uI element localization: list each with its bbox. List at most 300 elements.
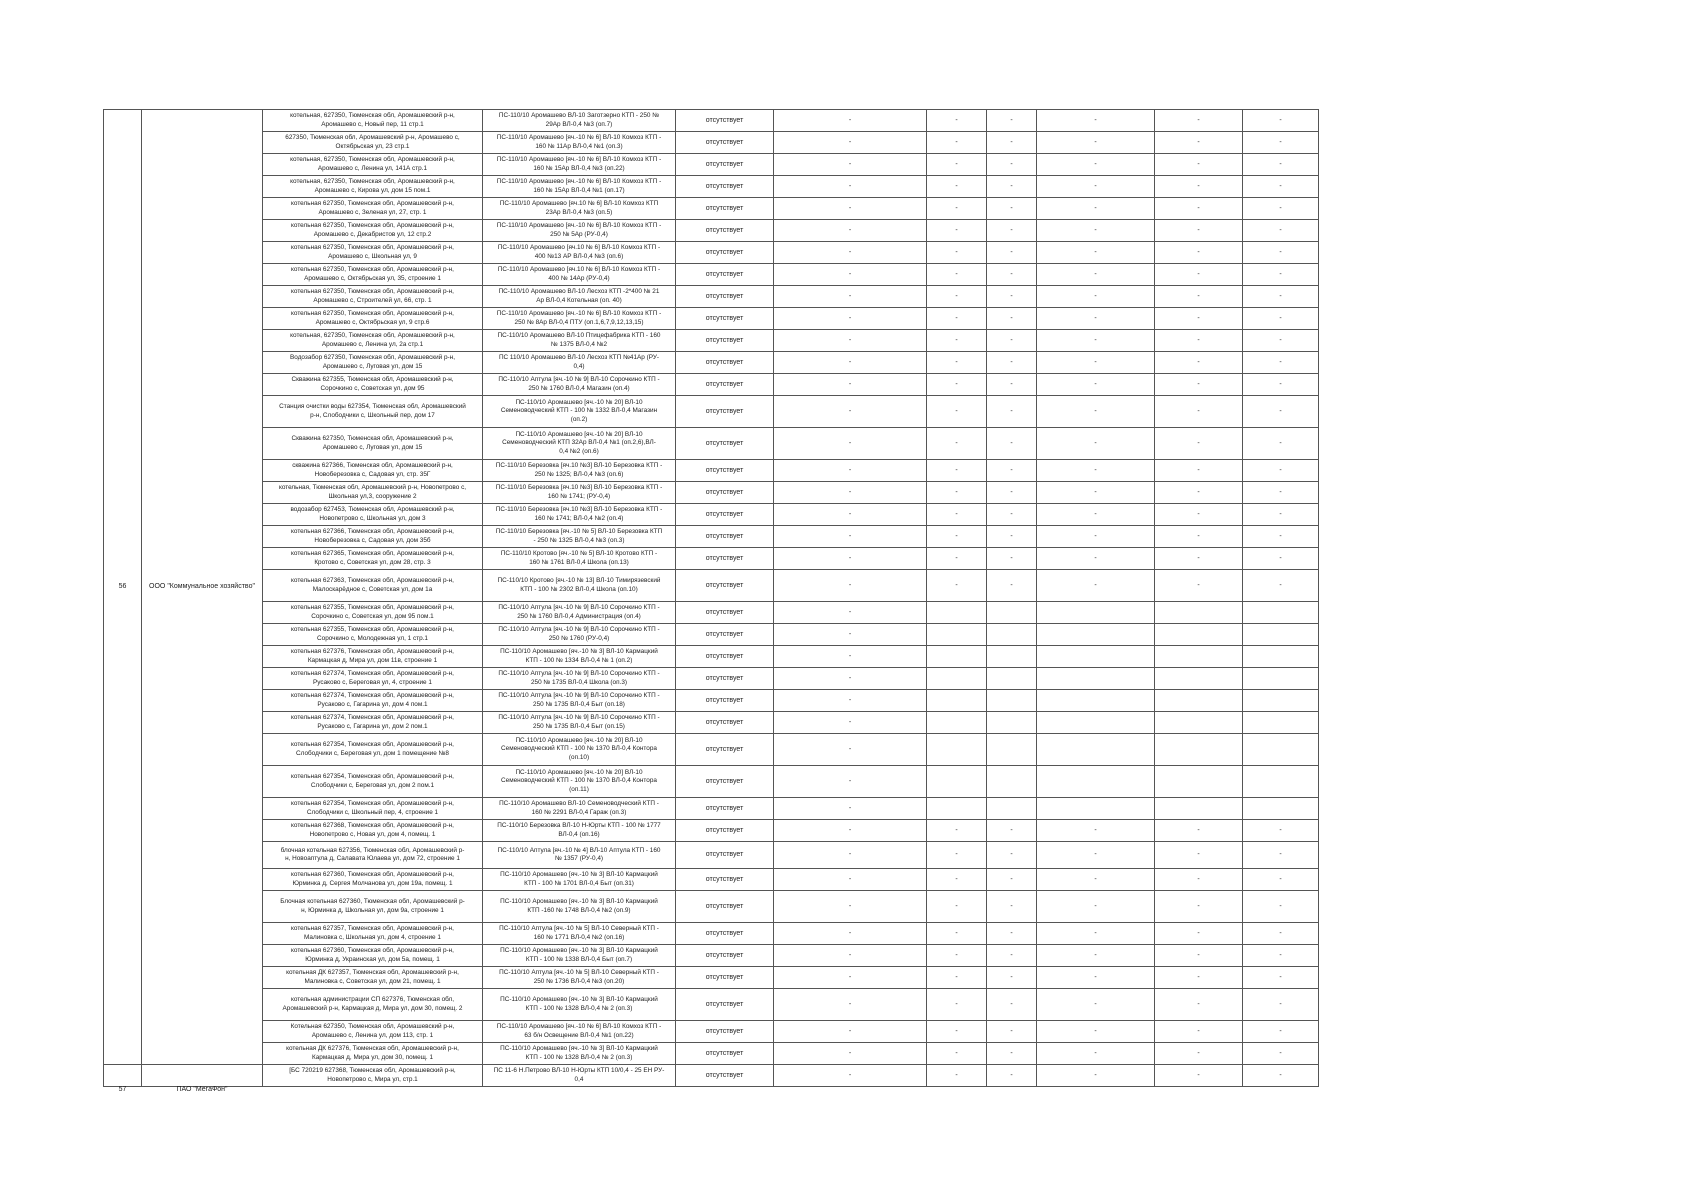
status-cell: отсутствует [676,110,774,132]
power-line: ПС-110/10 Аромашево [яч.-10 № 3] ВЛ-10 Кармацкий КТП - 100 № 1338 ВЛ-0,4 Быт (оп.7) [483,945,676,967]
object-address: котельная, 627350, Тюменская обл, Аромашевский р-н, Аромашево с, Кирова ул, дом 15 пом.1 [263,176,483,198]
power-line: ПС-110/10 Аромашево [яч.-10 № 6] ВЛ-10 Комхоз КТП - 250 № 8Ар ВЛ-0,4 ПТУ (оп.1,6,7,9,12,13,15) [483,308,676,330]
power-line: ПС-110/10 Аптула [яч.-10 № 9] ВЛ-10 Сорочкино КТП - 250 № 1735 ВЛ-0,4 Быт (оп.15) [483,712,676,734]
value-cell-1: - [774,110,927,132]
status-cell: отсутствует [676,460,774,482]
value-cell-2: - [927,548,987,570]
value-cell-1: - [774,967,927,989]
table-row [104,891,1319,923]
value-cell-2 [927,766,987,798]
value-cell-5 [1155,646,1243,668]
power-line: ПС-110/10 Березовка ВЛ-10 Н-Юрты КТП - 100 № 1777 ВЛ-0,4 (оп.16) [483,820,676,842]
value-cell-4: - [1037,945,1155,967]
value-cell-6: - [1243,1021,1319,1043]
value-cell-2: - [927,820,987,842]
value-cell-1: - [774,668,927,690]
object-address: котельная 627365, Тюменская обл, Аромашевский р-н, Кротово с, Советская ул, дом 28, стр. 3 [263,548,483,570]
value-cell-6 [1243,798,1319,820]
object-address: котельная, 627350, Тюменская обл, Аромашевский р-н, Аромашево с, Ленина ул, 2а стр.1 [263,330,483,352]
value-cell-3 [987,798,1037,820]
value-cell-6: - [1243,945,1319,967]
value-cell-6: - [1243,526,1319,548]
object-address: котельная ДК 627357, Тюменская обл, Аромашевский р-н, Малиновка с, Советская ул, дом 21, помещ. 1 [263,967,483,989]
power-line: ПС-110/10 Аромашево [яч.-10 № 6] ВЛ-10 Комхоз КТП - 160 № 15Ар ВЛ-0,4 №1 (оп.17) [483,176,676,198]
table-row [104,428,1319,460]
value-cell-5: - [1155,154,1243,176]
value-cell-4: - [1037,132,1155,154]
value-cell-2 [927,668,987,690]
value-cell-2 [927,798,987,820]
value-cell-3 [987,602,1037,624]
power-line: ПС-110/10 Аромашево [яч.-10 № 20] ВЛ-10 Семеноводческий КТП - 100 № 1370 ВЛ-0,4 Контора (оп.10) [483,734,676,766]
value-cell-4: - [1037,967,1155,989]
value-cell-2: - [927,220,987,242]
value-cell-1: - [774,820,927,842]
value-cell-3: - [987,428,1037,460]
object-address: Блочная котельная 627360, Тюменская обл, Аромашевский р- н, Юрминка д, Школьная ул, дом 9а, строение 1 [263,891,483,923]
value-cell-3: - [987,504,1037,526]
value-cell-6: - [1243,1043,1319,1065]
power-line: ПС-110/10 Аромашево [яч.-10 № 3] ВЛ-10 Кармацкий КТП -160 № 1748 ВЛ-0,4 №2 (оп.9) [483,891,676,923]
value-cell-2 [927,690,987,712]
power-line: ПС-110/10 Аромашево [яч.-10 № 3] ВЛ-10 Кармацкий КТП - 100 № 1701 ВЛ-0,4 Быт (оп.31) [483,869,676,891]
status-cell: отсутствует [676,154,774,176]
value-cell-2: - [927,891,987,923]
value-cell-6: - [1243,198,1319,220]
status-cell: отсутствует [676,869,774,891]
table-row [104,646,1319,668]
value-cell-2: - [927,504,987,526]
power-line: ПС-110/10 Кротово [яч.-10 № 5] ВЛ-10 Кротово КТП - 160 № 1761 ВЛ-0,4 Школа (оп.13) [483,548,676,570]
value-cell-5: - [1155,428,1243,460]
value-cell-5: - [1155,460,1243,482]
value-cell-4: - [1037,820,1155,842]
table-row [104,869,1319,891]
value-cell-6 [1243,646,1319,668]
value-cell-3: - [987,460,1037,482]
object-address: котельная, Тюменская обл, Аромашевский р-н, Новопетрово с, Школьная ул,3, сооружение 2 [263,482,483,504]
value-cell-4: - [1037,220,1155,242]
value-cell-2: - [927,374,987,396]
value-cell-3 [987,690,1037,712]
value-cell-5: - [1155,869,1243,891]
value-cell-5: - [1155,842,1243,869]
value-cell-6: - [1243,1065,1319,1087]
status-cell: отсутствует [676,989,774,1021]
table-row [104,1043,1319,1065]
value-cell-2: - [927,242,987,264]
object-address: котельная 627350, Тюменская обл, Аромашевский р-н, Аромашево с, Октябрьская ул, 35, строение 1 [263,264,483,286]
value-cell-1: - [774,869,927,891]
status-cell: отсутствует [676,220,774,242]
power-line: ПС-110/10 Аромашево ВЛ-10 Птицефабрика КТП - 160 № 1375 ВЛ-0,4 №2 [483,330,676,352]
object-address: котельная, 627350, Тюменская обл, Аромашевский р-н, Аромашево с, Ленина ул, 141А стр.1 [263,154,483,176]
value-cell-6: - [1243,504,1319,526]
value-cell-1: - [774,308,927,330]
value-cell-2: - [927,286,987,308]
value-cell-3 [987,646,1037,668]
status-cell: отсутствует [676,570,774,602]
table-row [104,286,1319,308]
value-cell-3: - [987,967,1037,989]
object-address: котельная 627355, Тюменская обл, Аромашевский р-н, Сорочкино с, Советская ул, дом 95 пом.1 [263,602,483,624]
value-cell-6: - [1243,220,1319,242]
status-cell: отсутствует [676,1065,774,1087]
value-cell-2 [927,646,987,668]
status-cell: отсутствует [676,712,774,734]
value-cell-4 [1037,798,1155,820]
value-cell-2: - [927,460,987,482]
table-row [104,220,1319,242]
power-line: ПС-110/10 Аромашево [яч.-10 № 20] ВЛ-10 Семеноводческий КТП - 100 № 1332 ВЛ-0,4 Магазин (оп.2) [483,396,676,428]
value-cell-3: - [987,1021,1037,1043]
value-cell-2: - [927,945,987,967]
power-line: ПС-110/10 Березовка [яч.-10 № 5] ВЛ-10 Березовка КТП - 250 № 1325 ВЛ-0,4 №3 (оп.3) [483,526,676,548]
value-cell-2: - [927,1021,987,1043]
value-cell-6: - [1243,428,1319,460]
value-cell-1: - [774,766,927,798]
object-address: водозабор 627453, Тюменская обл, Аромашевский р-н, Новопетрово с, Школьная ул, дом 3 [263,504,483,526]
value-cell-5 [1155,766,1243,798]
value-cell-4 [1037,766,1155,798]
status-cell: отсутствует [676,842,774,869]
table-row [104,154,1319,176]
value-cell-6: - [1243,264,1319,286]
value-cell-1: - [774,548,927,570]
value-cell-6: - [1243,967,1319,989]
value-cell-1: - [774,712,927,734]
value-cell-5: - [1155,891,1243,923]
table-row [104,967,1319,989]
value-cell-5: - [1155,110,1243,132]
table-row [104,242,1319,264]
value-cell-2: - [927,570,987,602]
status-cell: отсутствует [676,690,774,712]
value-cell-6: - [1243,842,1319,869]
status-cell: отсутствует [676,1043,774,1065]
value-cell-1: - [774,460,927,482]
object-address: котельная 627374, Тюменская обл, Аромашевский р-н, Русаково с, Гагарина ул, дом 2 пом.1 [263,712,483,734]
value-cell-4: - [1037,396,1155,428]
value-cell-3: - [987,176,1037,198]
value-cell-2 [927,602,987,624]
value-cell-5: - [1155,923,1243,945]
power-line: ПС-110/10 Аптула [яч.-10 № 9] ВЛ-10 Сорочкино КТП - 250 № 1760 ВЛ-0,4 Магазин (оп.4) [483,374,676,396]
power-line: ПС-110/10 Аромашево [яч.-10 № 20] ВЛ-10 Семеноводческий КТП 32Ар ВЛ-0,4 №1 (оп.2,6),ВЛ- 0,4 №2 (оп.6) [483,428,676,460]
value-cell-1: - [774,891,927,923]
value-cell-6: - [1243,820,1319,842]
object-address: Скважина 627355, Тюменская обл, Аромашевский р-н, Сорочкино с, Советская ул, дом 95 [263,374,483,396]
object-address: Котельная 627350, Тюменская обл, Аромашевский р-н, Аромашево с, Ленина ул, дом 113, стр. 1 [263,1021,483,1043]
value-cell-6: - [1243,869,1319,891]
value-cell-1: - [774,242,927,264]
value-cell-3 [987,712,1037,734]
value-cell-1: - [774,526,927,548]
organization-name-text: ПАО "МегаФон" [176,1085,228,1093]
status-cell: отсутствует [676,132,774,154]
object-address: котельная 627368, Тюменская обл, Аромашевский р-н, Новопетрово с, Новая ул, дом 4, помещ. 1 [263,820,483,842]
object-address: котельная 627350, Тюменская обл, Аромашевский р-н, Аромашево с, Строителей ул, 66, стр. 1 [263,286,483,308]
value-cell-3: - [987,526,1037,548]
value-cell-4: - [1037,428,1155,460]
object-address: котельная 627350, Тюменская обл, Аромашевский р-н, Аромашево с, Школьная ул, 9 [263,242,483,264]
value-cell-2: - [927,352,987,374]
value-cell-1: - [774,842,927,869]
value-cell-6: - [1243,154,1319,176]
status-cell: отсутствует [676,798,774,820]
object-address: котельная 627354, Тюменская обл, Аромашевский р-н, Слободчики с, Береговая ул, дом 2 пом.1 [263,766,483,798]
value-cell-1: - [774,646,927,668]
power-line: ПС-110/10 Аптула [яч.-10 № 5] ВЛ-10 Северный КТП - 160 № 1771 ВЛ-0,4 №2 (оп.16) [483,923,676,945]
value-cell-4: - [1037,176,1155,198]
value-cell-1: - [774,330,927,352]
value-cell-3 [987,734,1037,766]
value-cell-4: - [1037,923,1155,945]
value-cell-1: - [774,798,927,820]
value-cell-3: - [987,352,1037,374]
table-row [104,923,1319,945]
value-cell-5 [1155,712,1243,734]
table-row [104,1021,1319,1043]
value-cell-4: - [1037,154,1155,176]
table-row [104,482,1319,504]
value-cell-6: - [1243,374,1319,396]
table-row [104,352,1319,374]
power-line: ПС-110/10 Аромашево [яч.-10 № 6] ВЛ-10 Комхоз КТП - 250 № 5Ар (РУ-0,4) [483,220,676,242]
value-cell-4: - [1037,482,1155,504]
value-cell-1: - [774,504,927,526]
organization-name: ООО "Коммунальное хозяйство" [142,110,263,1065]
value-cell-6: - [1243,570,1319,602]
object-address: котельная 627350, Тюменская обл, Аромашевский р-н, Аромашево с, Октябрьская ул, 9 стр.6 [263,308,483,330]
value-cell-4: - [1037,264,1155,286]
status-cell: отсутствует [676,198,774,220]
value-cell-5: - [1155,176,1243,198]
power-line: ПС-110/10 Березовка [яч.10 №3] ВЛ-10 Березовка КТП - 250 № 1325; ВЛ-0,4 №3 (оп.6) [483,460,676,482]
value-cell-4 [1037,602,1155,624]
value-cell-5: - [1155,352,1243,374]
value-cell-1: - [774,945,927,967]
value-cell-1: - [774,264,927,286]
value-cell-1: - [774,923,927,945]
value-cell-1: - [774,570,927,602]
value-cell-2: - [927,198,987,220]
value-cell-4: - [1037,460,1155,482]
status-cell: отсутствует [676,945,774,967]
value-cell-3: - [987,1065,1037,1087]
value-cell-5: - [1155,570,1243,602]
value-cell-4 [1037,734,1155,766]
value-cell-6: - [1243,891,1319,923]
value-cell-2: - [927,154,987,176]
value-cell-1: - [774,1021,927,1043]
status-cell: отсутствует [676,352,774,374]
value-cell-4: - [1037,989,1155,1021]
value-cell-2: - [927,176,987,198]
value-cell-3: - [987,482,1037,504]
status-cell: отсутствует [676,602,774,624]
object-address: котельная 627360, Тюменская обл, Аромашевский р-н, Юрминка д, Сергея Молчанова ул, дом 19а, помещ. 1 [263,869,483,891]
value-cell-5: - [1155,198,1243,220]
table-row [104,176,1319,198]
value-cell-6: - [1243,460,1319,482]
value-cell-6 [1243,766,1319,798]
table-row [104,712,1319,734]
power-line: ПС-110/10 Аромашево ВЛ-10 Семеноводческий КТП - 160 № 2291 ВЛ-0,4 Гараж (оп.3) [483,798,676,820]
status-cell: отсутствует [676,766,774,798]
value-cell-6: - [1243,242,1319,264]
table-row [104,460,1319,482]
power-line: ПС-110/10 Аромашево [яч.10 № 6] ВЛ-10 Комхоз КТП - 400 №13 АР ВЛ-0,4 №3 (оп.6) [483,242,676,264]
value-cell-1: - [774,220,927,242]
status-cell: отсутствует [676,734,774,766]
value-cell-2 [927,624,987,646]
value-cell-3 [987,766,1037,798]
value-cell-2: - [927,923,987,945]
value-cell-4: - [1037,374,1155,396]
object-address: котельная ДК 627376, Тюменская обл, Аромашевский р-н, Кармацкая д, Мира ул, дом 30, помещ. 1 [263,1043,483,1065]
value-cell-6 [1243,624,1319,646]
status-cell: отсутствует [676,646,774,668]
value-cell-1: - [774,132,927,154]
power-line: ПС 11-6 Н.Петрово ВЛ-10 Н-Юрты КТП 10/0,4 - 25 ЕН РУ- 0,4 [483,1065,676,1087]
value-cell-3: - [987,154,1037,176]
object-address: котельная 627366, Тюменская обл, Аромашевский р-н, Новоберезовка с, Садовая ул, дом 35б [263,526,483,548]
value-cell-5: - [1155,132,1243,154]
table-row [104,842,1319,869]
power-line: ПС-110/10 Аптула [яч.-10 № 4] ВЛ-10 Аптула КТП - 160 № 1357 (РУ-0,4) [483,842,676,869]
value-cell-3: - [987,220,1037,242]
status-cell: отсутствует [676,396,774,428]
value-cell-1: - [774,1065,927,1087]
value-cell-2: - [927,1065,987,1087]
value-cell-4: - [1037,570,1155,602]
value-cell-1: - [774,428,927,460]
table-row [104,132,1319,154]
value-cell-6 [1243,690,1319,712]
value-cell-5: - [1155,1065,1243,1087]
organization-name [142,1065,263,1093]
table-row [104,308,1319,330]
value-cell-5: - [1155,548,1243,570]
value-cell-4 [1037,690,1155,712]
status-cell: отсутствует [676,286,774,308]
value-cell-2: - [927,869,987,891]
value-cell-1: - [774,1043,927,1065]
power-line: ПС-110/10 Аромашево [яч.10 № 6] ВЛ-10 Комхоз КТП - 400 № 14Ар (РУ-0,4) [483,264,676,286]
value-cell-4: - [1037,842,1155,869]
value-cell-3: - [987,548,1037,570]
value-cell-1: - [774,396,927,428]
value-cell-4: - [1037,110,1155,132]
object-address: 627350, Тюменская обл, Аромашевский р-н, Аромашево с, Октябрьская ул, 23 стр.1 [263,132,483,154]
value-cell-2: - [927,132,987,154]
power-line: ПС-110/10 Березовка [яч.10 №3] ВЛ-10 Березовка КТП - 160 № 1741; (РУ-0,4) [483,482,676,504]
value-cell-6: - [1243,286,1319,308]
object-address: котельная 627350, Тюменская обл, Аромашевский р-н, Аромашево с, Зеленая ул, 27, стр. 1 [263,198,483,220]
value-cell-6: - [1243,923,1319,945]
value-cell-2: - [927,308,987,330]
value-cell-1: - [774,690,927,712]
table-row [104,624,1319,646]
table-row [104,396,1319,428]
value-cell-1: - [774,154,927,176]
status-cell: отсутствует [676,923,774,945]
power-line: ПС-110/10 Аптула [яч.-10 № 9] ВЛ-10 Сорочкино КТП - 250 № 1735 ВЛ-0,4 Быт (оп.18) [483,690,676,712]
value-cell-1: - [774,989,927,1021]
table-row [104,820,1319,842]
value-cell-4: - [1037,286,1155,308]
value-cell-2: - [927,842,987,869]
value-cell-2: - [927,264,987,286]
value-cell-5: - [1155,242,1243,264]
status-cell: отсутствует [676,176,774,198]
status-cell: отсутствует [676,967,774,989]
value-cell-4: - [1037,1021,1155,1043]
power-line: ПС-110/10 Аптула [яч.-10 № 5] ВЛ-10 Северный КТП - 250 № 1736 ВЛ-0,4 №3 (оп.20) [483,967,676,989]
value-cell-2 [927,734,987,766]
value-cell-4: - [1037,504,1155,526]
value-cell-4: - [1037,198,1155,220]
object-address: котельная 627360, Тюменская обл, Аромашевский р-н, Юрминка д, Украинская ул, дом 5а, помещ. 1 [263,945,483,967]
value-cell-4: - [1037,1043,1155,1065]
value-cell-3: - [987,1043,1037,1065]
status-cell: отсутствует [676,330,774,352]
power-line: ПС-110/10 Кротово [яч.-10 № 13] ВЛ-10 Тимирязевский КТП - 100 № 2302 ВЛ-0,4 Школа (оп.10) [483,570,676,602]
value-cell-5 [1155,734,1243,766]
object-address: Станция очистки воды 627354, Тюменская обл, Аромашевский р-н, Слободчики с, Школьный пер, дом 17 [263,396,483,428]
value-cell-2: - [927,396,987,428]
value-cell-5: - [1155,220,1243,242]
value-cell-5: - [1155,820,1243,842]
value-cell-2: - [927,482,987,504]
value-cell-6: - [1243,352,1319,374]
table-row [104,668,1319,690]
table-row [104,602,1319,624]
object-address: котельная 627350, Тюменская обл, Аромашевский р-н, Аромашево с, Декабристов ул, 12 стр.2 [263,220,483,242]
value-cell-3: - [987,570,1037,602]
power-line: ПС-110/10 Аромашево [яч.-10 № 20] ВЛ-10 Семеноводческий КТП - 100 № 1370 ВЛ-0,4 Контора (оп.11) [483,766,676,798]
value-cell-3 [987,624,1037,646]
value-cell-3: - [987,945,1037,967]
value-cell-3: - [987,330,1037,352]
object-address: котельная 627357, Тюменская обл, Аромашевский р-н, Малиновка с, Школьная ул, дом 4, строение 1 [263,923,483,945]
status-cell: отсутствует [676,548,774,570]
object-address: котельная 627354, Тюменская обл, Аромашевский р-н, Слободчики с, Школьный пер, 4, строение 1 [263,798,483,820]
value-cell-6: - [1243,396,1319,428]
table-row [104,374,1319,396]
value-cell-3: - [987,132,1037,154]
value-cell-2: - [927,110,987,132]
value-cell-1: - [774,286,927,308]
value-cell-1: - [774,602,927,624]
power-line: ПС-110/10 Аромашево ВЛ-10 Лесхоз КТП -2*400 № 21 Ар ВЛ-0,4 Котельная (оп. 40) [483,286,676,308]
table-row [104,110,1319,132]
value-cell-4: - [1037,548,1155,570]
value-cell-3: - [987,242,1037,264]
value-cell-4 [1037,712,1155,734]
power-line: ПС-110/10 Аромашево [яч.-10 № 3] ВЛ-10 Кармацкий КТП - 100 № 1328 ВЛ-0,4 № 2 (оп.3) [483,1043,676,1065]
value-cell-3 [987,668,1037,690]
value-cell-5: - [1155,308,1243,330]
power-line: ПС-110/10 Аромашево [яч.-10 № 3] ВЛ-10 Кармацкий КТП - 100 № 1334 ВЛ-0,4 № 1 (оп.2) [483,646,676,668]
value-cell-1: - [774,374,927,396]
object-address: котельная 627355, Тюменская обл, Аромашевский р-н, Сорочкино с, Молодежная ул, 1 стр.1 [263,624,483,646]
value-cell-2: - [927,428,987,460]
value-cell-3: - [987,110,1037,132]
value-cell-5: - [1155,396,1243,428]
value-cell-6: - [1243,330,1319,352]
